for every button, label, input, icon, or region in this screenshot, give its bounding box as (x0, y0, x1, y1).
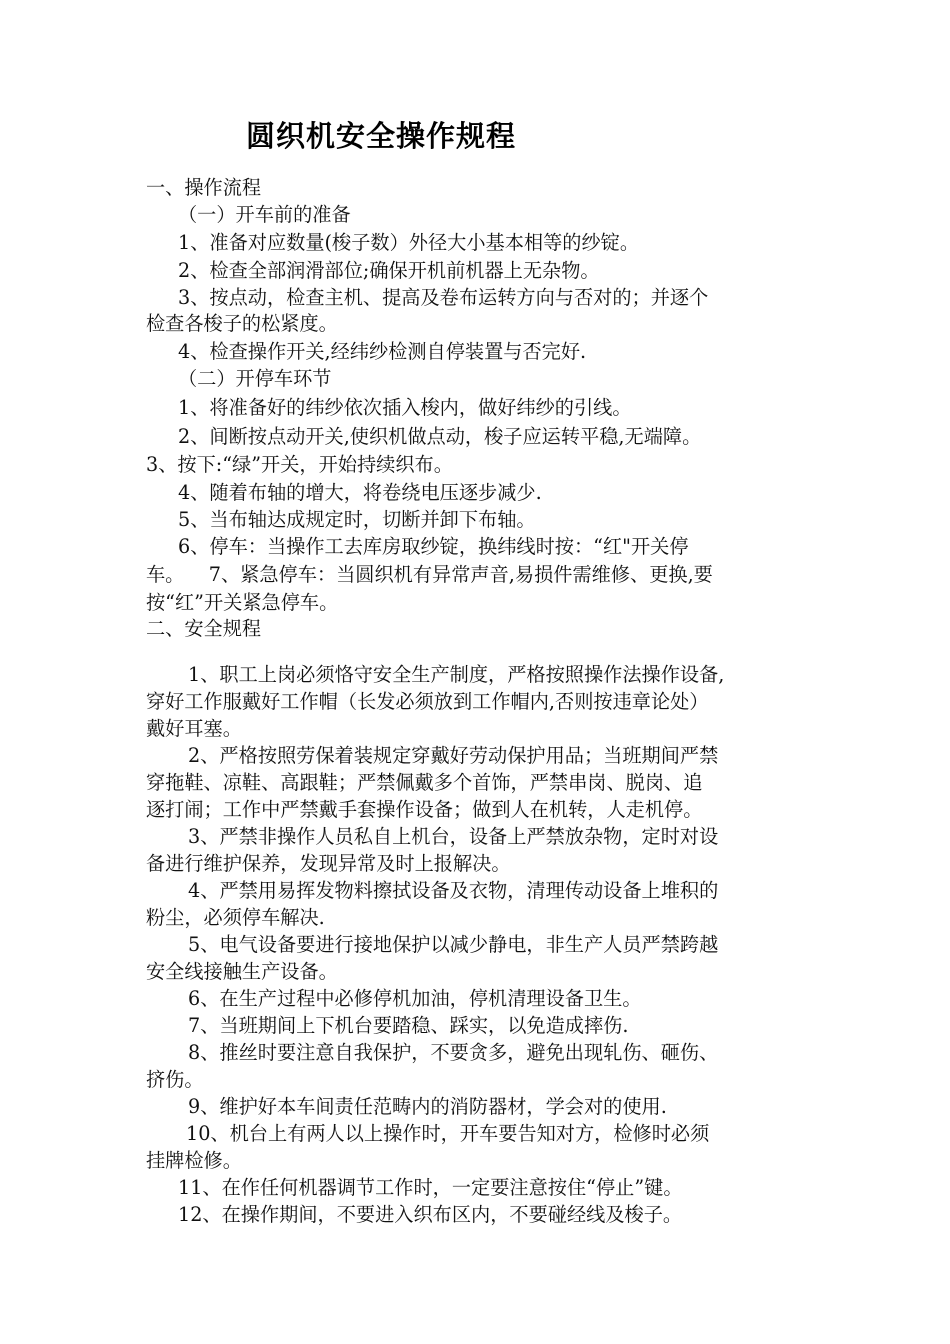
sub-heading-start-stop: （二）开停车环节 (178, 367, 332, 390)
list-item: 4、随着布轴的增大，将卷绕电压逐步减少. (178, 481, 542, 504)
safety-item-continuation: 戴好耳塞。 (146, 717, 242, 740)
safety-item: 10、机台上有两人以上操作时，开车要告知对方，检修时必须 (186, 1122, 710, 1145)
list-item: 1、将准备好的纬纱依次插入梭内，做好纬纱的引线。 (178, 396, 632, 419)
safety-item-continuation: 挂牌检修。 (146, 1149, 242, 1172)
safety-item: 9、维护好本车间责任范畴内的消防器材，学会对的使用. (188, 1095, 667, 1118)
safety-item-continuation: 备进行维护保养，发现异常及时上报解决。 (146, 852, 511, 875)
list-item: 1、准备对应数量(梭子数）外径大小基本相等的纱锭。 (178, 231, 640, 254)
safety-item: 5、电气设备要进行接地保护以减少静电，非生产人员严禁跨越 (188, 933, 719, 956)
list-item: 6、停车：当操作工去库房取纱锭，换纬线时按：“红"开关停 (178, 535, 689, 558)
safety-item: 12、在操作期间，不要进入织布区内，不要碰经线及梭子。 (178, 1203, 683, 1226)
page-title: 圆织机安全操作规程 (246, 119, 517, 153)
safety-item: 1、职工上岗必须恪守安全生产制度，严格按照操作法操作设备, (188, 663, 725, 686)
section-heading-operation-flow: 一、操作流程 (146, 176, 262, 199)
list-item-continuation: 车。 7、紧急停车：当圆织机有异常声音,易损件需维修、更换,要 (146, 563, 713, 586)
safety-item-continuation: 穿好工作服戴好工作帽（长发必须放到工作帽内,否则按违章论处） (146, 690, 709, 713)
list-item: 3、按点动，检查主机、提高及卷布运转方向与否对的；并逐个 (178, 286, 709, 309)
safety-item: 8、推丝时要注意自我保护，不要贪多，避免出现轧伤、砸伤、 (188, 1041, 719, 1064)
safety-item: 11、在作任何机器调节工作时，一定要注意按住“停止”键。 (178, 1176, 683, 1199)
safety-item: 3、严禁非操作人员私自上机台，设备上严禁放杂物，定时对设 (188, 825, 719, 848)
safety-item-continuation: 挤伤。 (146, 1068, 204, 1091)
list-item: 4、检查操作开关,经纬纱检测自停装置与否完好. (178, 340, 587, 363)
safety-item-continuation: 粉尘，必须停车解决. (146, 906, 325, 929)
safety-item-continuation: 穿拖鞋、凉鞋、高跟鞋；严禁佩戴多个首饰，严禁串岗、脱岗、追 (146, 771, 703, 794)
safety-item-continuation: 安全线接触生产设备。 (146, 960, 338, 983)
safety-item: 2、严格按照劳保着装规定穿戴好劳动保护用品；当班期间严禁 (188, 744, 719, 767)
safety-item-continuation: 逐打闹；工作中严禁戴手套操作设备；做到人在机转，人走机停。 (146, 798, 703, 821)
section-heading-safety-rules: 二、安全规程 (146, 617, 262, 640)
list-item: 2、间断按点动开关,使织机做点动，梭子应运转平稳,无端障。 (178, 425, 702, 448)
list-item: 5、当布轴达成规定时，切断并卸下布轴。 (178, 508, 536, 531)
safety-item: 4、严禁用易挥发物料擦拭设备及衣物，清理传动设备上堆积的 (188, 879, 719, 902)
sub-heading-pre-start: （一）开车前的准备 (178, 203, 351, 226)
safety-item: 6、在生产过程中必修停机加油，停机清理设备卫生。 (188, 987, 642, 1010)
list-item: 2、检查全部润滑部位;确保开机前机器上无杂物。 (178, 259, 600, 282)
list-item: 3、按下:“绿”开关，开始持续织布。 (146, 453, 453, 476)
list-item-continuation: 按“红”开关紧急停车。 (146, 591, 339, 614)
list-item-continuation: 检查各梭子的松紧度。 (146, 312, 338, 335)
safety-item: 7、当班期间上下机台要踏稳、踩实，以免造成摔伤. (188, 1014, 629, 1037)
